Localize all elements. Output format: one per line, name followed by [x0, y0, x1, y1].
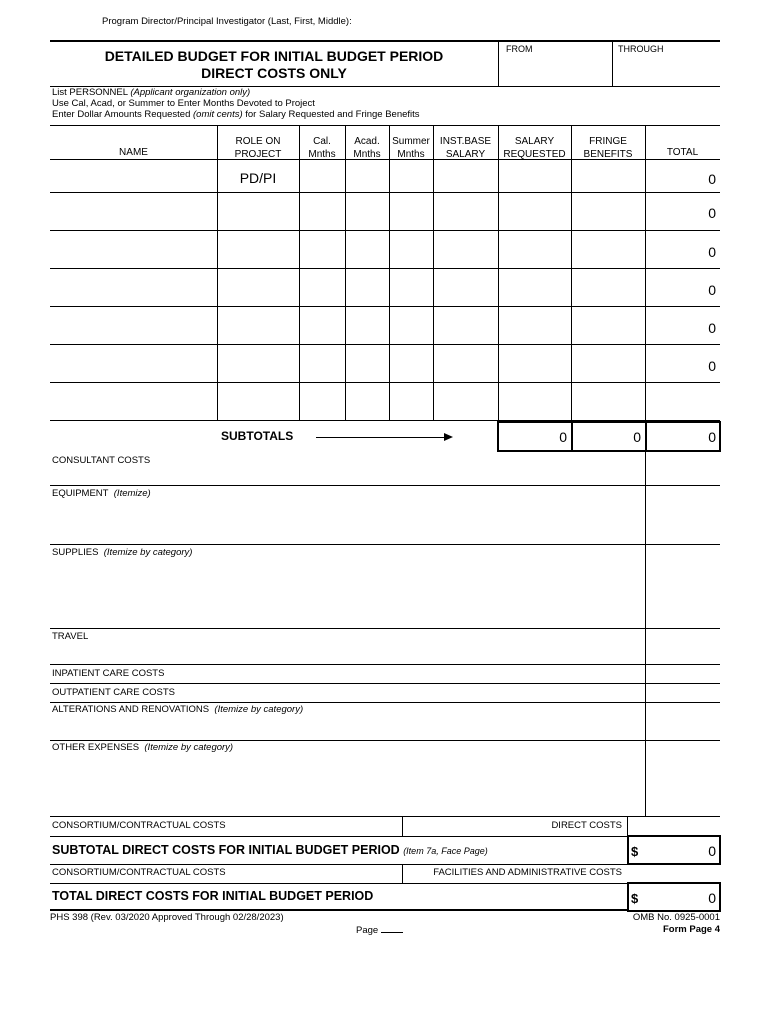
alterations-label: ALTERATIONS AND RENOVATIONS (Itemize by category)	[52, 704, 304, 715]
other-expenses-label: OTHER EXPENSES (Itemize by category)	[52, 742, 234, 753]
header-top-rule	[50, 40, 720, 42]
subtotal-currency: $	[631, 844, 639, 859]
col-name: NAME	[119, 147, 148, 158]
row-3-total: 0	[708, 244, 716, 260]
facilities-admin-label: FACILITIES AND ADMINISTRATIVE COSTS	[433, 867, 622, 878]
through-label: THROUGH	[618, 44, 664, 54]
page-label: Page	[356, 926, 403, 936]
row-4-total: 0	[708, 282, 716, 298]
subtotal-direct-costs-label: SUBTOTAL DIRECT COSTS FOR INITIAL BUDGET PERIOD (Item 7a, Face Page)	[52, 843, 488, 857]
col-salary-requested: SALARY REQUESTED	[503, 136, 566, 160]
consortium-fa-label: CONSORTIUM/CONTRACTUAL COSTS	[52, 867, 226, 878]
omb-number: OMB No. 0925-0001	[632, 912, 720, 923]
col-fringe-benefits: FRINGE BENEFITS	[583, 136, 633, 160]
investigator-label: Program Director/Principal Investigator (Last, First, Middle):	[102, 16, 352, 27]
form-page-number: Form Page 4	[662, 924, 720, 935]
subtotal-total: 0	[708, 429, 716, 445]
col-inst-base-salary: INST.BASE SALARY	[439, 136, 492, 160]
col-cal-months: Cal. Mnths	[308, 136, 336, 160]
form-id: PHS 398 (Rev. 03/2020 Approved Through 02/28/2023)	[50, 912, 284, 923]
form-title-line2: DIRECT COSTS ONLY	[201, 65, 347, 81]
col-role: ROLE ON PROJECT	[234, 136, 282, 160]
from-date-field[interactable]	[502, 58, 608, 82]
outpatient-care-label: OUTPATIENT CARE COSTS	[52, 687, 175, 698]
row-5-total: 0	[708, 320, 716, 336]
row-2-total: 0	[708, 205, 716, 221]
arrow-head-icon	[444, 433, 453, 441]
col-acad-months: Acad. Mnths	[353, 136, 381, 160]
instruction-dollars: Enter Dollar Amounts Requested (omit cents) for Salary Requested and Fringe Benefits	[52, 109, 420, 120]
total-currency: $	[631, 891, 639, 906]
subtotals-label: SUBTOTALS	[221, 429, 294, 443]
subtotal-direct-costs-value: 0	[708, 843, 716, 859]
subtotal-fringe: 0	[633, 429, 641, 445]
total-direct-costs-value: 0	[708, 890, 716, 906]
supplies-label: SUPPLIES (Itemize by category)	[52, 547, 193, 558]
col-summer-months: Summer Mnths	[392, 136, 430, 160]
instruction-months: Use Cal, Acad, or Summer to Enter Months Devoted to Project	[52, 98, 315, 109]
equipment-label: EQUIPMENT (Itemize)	[52, 488, 151, 499]
inpatient-care-label: INPATIENT CARE COSTS	[52, 668, 165, 679]
subtotal-salary: 0	[559, 429, 567, 445]
row-1-total: 0	[708, 171, 716, 187]
row-6-total: 0	[708, 358, 716, 374]
consultant-costs-label: CONSULTANT COSTS	[52, 455, 151, 466]
subtotals-arrow	[316, 437, 444, 438]
consortium-direct-label: CONSORTIUM/CONTRACTUAL COSTS	[52, 820, 226, 831]
total-direct-costs-label: TOTAL DIRECT COSTS FOR INITIAL BUDGET PERIOD	[52, 889, 374, 903]
through-date-field[interactable]	[616, 58, 716, 82]
col-total: TOTAL	[666, 147, 699, 158]
instruction-personnel: List PERSONNEL (Applicant organization only)	[52, 87, 251, 98]
row-1-role[interactable]: PD/PI	[239, 170, 277, 186]
direct-costs-label: DIRECT COSTS	[551, 820, 622, 831]
from-label: FROM	[506, 44, 533, 54]
form-title-line1: DETAILED BUDGET FOR INITIAL BUDGET PERIOD	[104, 48, 444, 64]
travel-label: TRAVEL	[52, 631, 89, 642]
